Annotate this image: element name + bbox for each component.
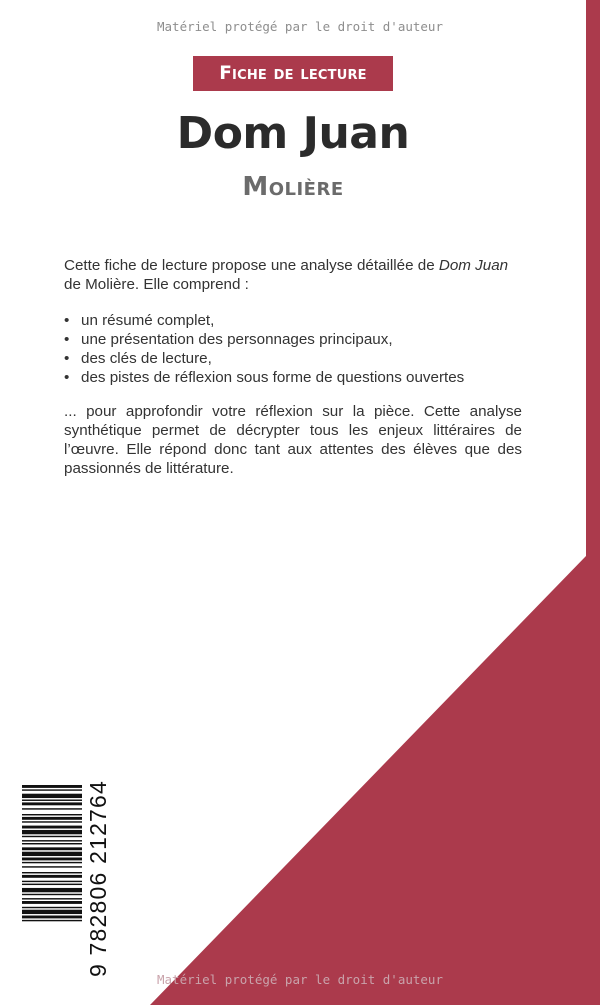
contents-list bbox=[64, 311, 522, 387]
intro-text-end: de Molière. Elle comprend : bbox=[64, 276, 249, 293]
list-item: • un résumé complet, bbox=[64, 311, 522, 330]
intro-text-start: Cette fiche de lecture propose une analyse détaillée de bbox=[64, 257, 439, 274]
copyright-watermark-top: Matériel protégé par le droit d'auteur bbox=[157, 19, 443, 34]
book-title: Dom Juan bbox=[176, 108, 410, 159]
intro-title-italic: Dom Juan bbox=[438, 257, 509, 274]
book-author: Molière bbox=[242, 172, 344, 202]
list-item: • une présentation des personnages principaux, bbox=[64, 330, 522, 349]
isbn-text: 9 782806 212764 bbox=[85, 779, 112, 977]
closing-paragraph: ... pour approfondir votre réflexion sur la pièce. Cette analyse synthétique permet de décrypter tous les enjeux littéraires de l’œuvre. Elle répond donc tant aux attentes des élèves que des passionnés de littérature. bbox=[64, 403, 522, 477]
isbn-number bbox=[85, 779, 112, 977]
red-edge-strip bbox=[586, 0, 600, 1005]
list-item: • des clés de lecture, bbox=[64, 349, 522, 368]
series-badge: Fiche de lecture bbox=[193, 56, 393, 91]
list-item: • des pistes de réflexion sous forme de questions ouvertes bbox=[64, 368, 522, 387]
copyright-watermark-bottom: Matériel protégé par le droit d'auteur bbox=[157, 972, 443, 987]
intro-paragraph bbox=[64, 256, 522, 294]
